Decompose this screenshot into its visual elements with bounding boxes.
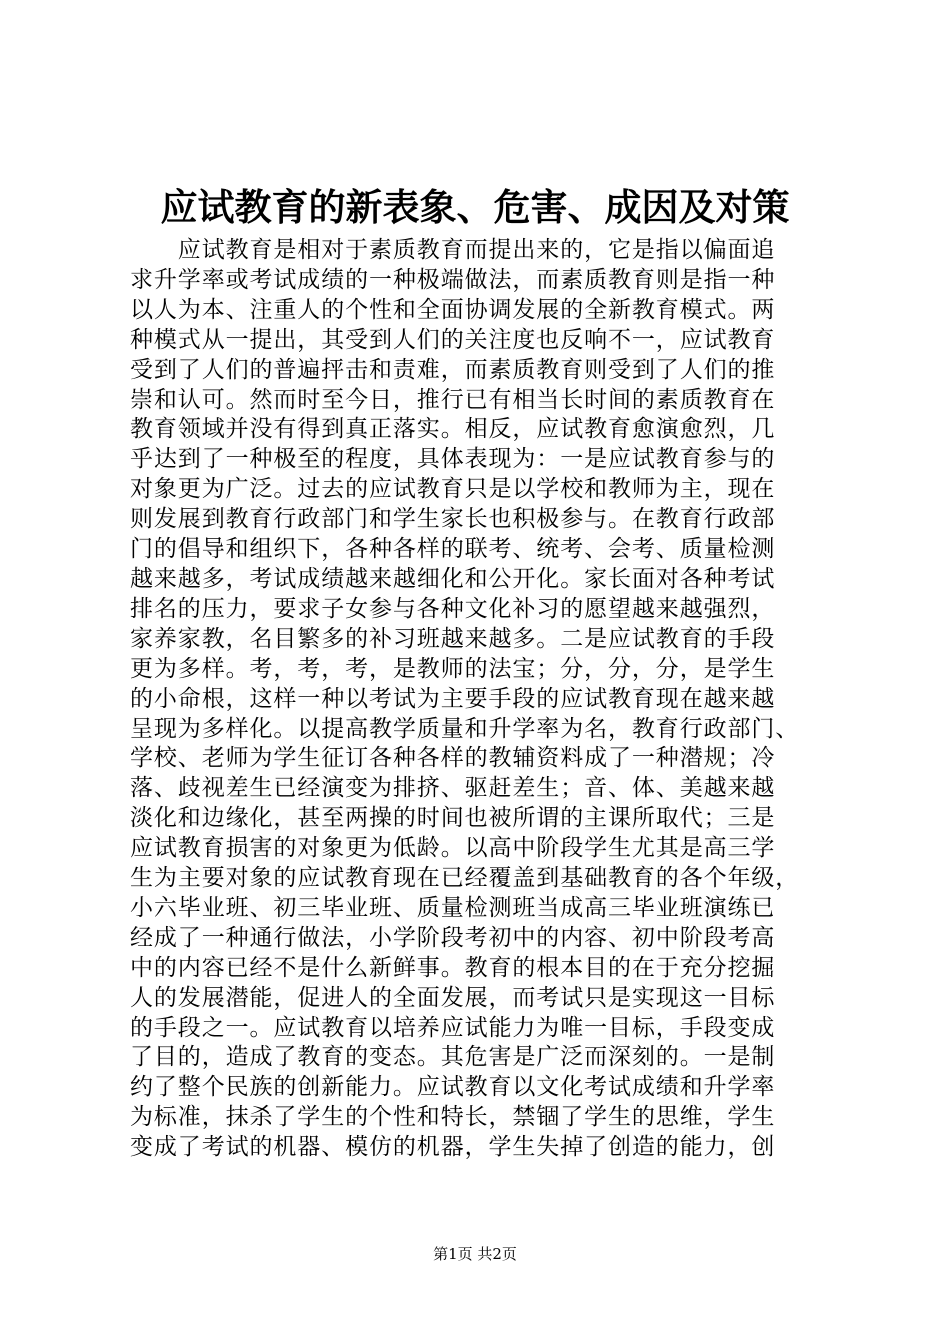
body-line: 受到了人们的普遍抨击和责难，而素质教育则受到了人们的推 (130, 356, 776, 383)
body-line: 以人为本、注重人的个性和全面协调发展的全新教育模式。两 (130, 296, 776, 323)
body-line: 小六毕业班、初三毕业班、质量检测班当成高三毕业班演练已 (130, 894, 776, 921)
body-line: 则发展到教育行政部门和学生家长也积极参与。在教育行政部 (130, 506, 776, 533)
body-line: 种模式从一提出，其受到人们的关注度也反响不一，应试教育 (130, 326, 776, 353)
body-line: 为标准，抹杀了学生的个性和特长，禁锢了学生的思维，学生 (130, 1104, 776, 1131)
body-line: 排名的压力，要求子女参与各种文化补习的愿望越来越强烈， (130, 595, 776, 622)
body-line: 应试教育是相对于素质教育而提出来的，它是指以偏面追 (130, 237, 776, 263)
body-line: 变成了考试的机器、模仿的机器，学生失掉了创造的能力，创 (130, 1134, 776, 1161)
body-line: 约了整个民族的创新能力。应试教育以文化考试成绩和升学率 (130, 1074, 776, 1101)
document-body (130, 236, 830, 1163)
body-line: 落、歧视差生已经演变为排挤、驱赶差生；音、体、美越来越 (130, 775, 776, 802)
body-line: 生为主要对象的应试教育现在已经覆盖到基础教育的各个年级， (130, 865, 800, 892)
document-title: 应试教育的新表象、危害、成因及对策 (160, 185, 790, 229)
body-line: 越来越多，考试成绩越来越细化和公开化。家长面对各种考试 (130, 565, 776, 592)
body-line: 了目的，造成了教育的变态。其危害是广泛而深刻的。一是制 (130, 1044, 776, 1071)
body-line: 教育领域并没有得到真正落实。相反，应试教育愈演愈烈，几 (130, 416, 776, 443)
body-line: 淡化和边缘化，甚至两操的时间也被所谓的主课所取代；三是 (130, 805, 776, 832)
body-line: 的小命根，这样一种以考试为主要手段的应试教育现在越来越 (130, 685, 776, 712)
body-line: 对象更为广泛。过去的应试教育只是以学校和教师为主，现在 (130, 476, 776, 503)
body-line: 的手段之一。应试教育以培养应试能力为唯一目标，手段变成 (130, 1014, 776, 1041)
body-line: 更为多样。考，考，考，是教师的法宝；分，分，分，是学生 (130, 655, 776, 682)
body-line: 人的发展潜能，促进人的全面发展，而考试只是实现这一目标 (130, 984, 776, 1011)
body-line: 家养家教，名目繁多的补习班越来越多。二是应试教育的手段 (130, 625, 776, 652)
body-line: 呈现为多样化。以提高教学质量和升学率为名，教育行政部门、 (130, 715, 800, 742)
body-line: 中的内容已经不是什么新鲜事。教育的根本目的在于充分挖掘 (130, 954, 776, 981)
body-line: 经成了一种通行做法，小学阶段考初中的内容、初中阶段考高 (130, 924, 776, 951)
body-line: 崇和认可。然而时至今日，推行已有相当长时间的素质教育在 (130, 386, 776, 413)
body-line: 乎达到了一种极至的程度，具体表现为：一是应试教育参与的 (130, 446, 776, 473)
body-line: 应试教育损害的对象更为低龄。以高中阶段学生尤其是高三学 (130, 835, 776, 862)
body-line: 学校、老师为学生征订各种各样的教辅资料成了一种潜规；冷 (130, 745, 776, 772)
body-line: 门的倡导和组织下，各种各样的联考、统考、会考、质量检测 (130, 536, 776, 563)
page-indicator: 第1页 共2页 (433, 1245, 517, 1263)
body-line: 求升学率或考试成绩的一种极端做法，而素质教育则是指一种 (130, 266, 776, 293)
